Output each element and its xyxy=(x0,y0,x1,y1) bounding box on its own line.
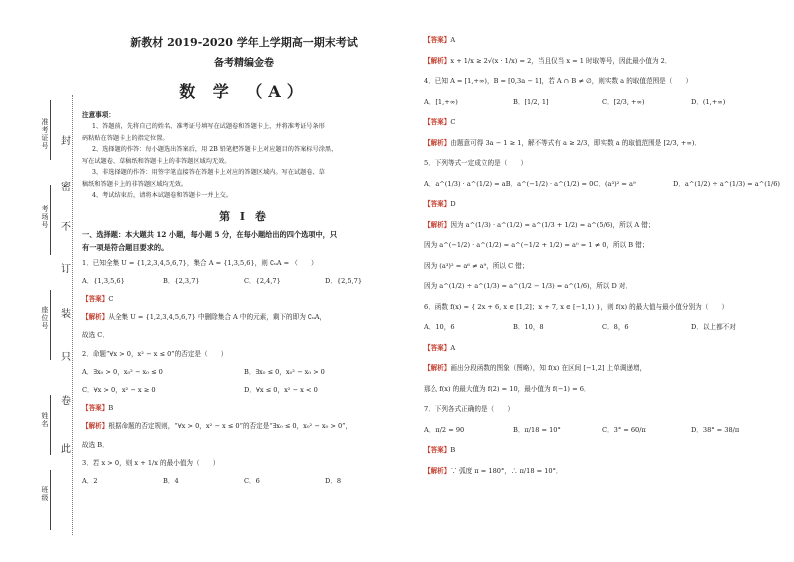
question-line xyxy=(424,256,780,277)
cut-line xyxy=(72,95,74,535)
line-text: 画出分段函数的图象（图略），知 f(x) 在区间 [−1,2] 上单调递增， xyxy=(450,364,647,372)
option-row xyxy=(82,363,406,381)
line-text: C xyxy=(108,294,114,303)
question-line xyxy=(424,399,780,420)
line-text: 从全集 U = {1,2,3,4,5,6,7} 中删除集合 A 中的元素，剩下的即为 ∁ᵤA， xyxy=(108,313,327,322)
answer-tag: 【解析】 xyxy=(424,364,451,372)
seal-char: 只 xyxy=(61,352,71,363)
answer-line xyxy=(82,290,406,308)
note-line: 码粘贴在答题卡上的指定位置。 xyxy=(82,134,169,142)
line-text: B xyxy=(450,446,456,454)
option-choice: B．{2,3,7} xyxy=(163,276,200,285)
line-text: 1．已知全集 U = {1,2,3,4,5,6,7}，集合 A = {1,3,5,6}，则 ∁ᵤA = （ ） xyxy=(82,258,318,267)
line-text: 因为 (a³)² = a⁶ ≠ a⁹，所以 C 错； xyxy=(424,261,529,270)
option-choice: A．10，6 xyxy=(424,323,455,331)
line-text: A xyxy=(450,36,456,44)
seal-char: 此 xyxy=(61,444,71,455)
question-line xyxy=(82,326,406,344)
answer-line xyxy=(424,112,780,133)
binding-label: 姓名 xyxy=(41,412,49,428)
binding-margin xyxy=(0,0,82,562)
option-choice: C．(a³)² = a⁹ xyxy=(593,179,636,188)
option-choice: B．a^(−1/2) · a^(1/2) = 0 xyxy=(505,179,594,188)
line-text: 因为 a^(−1/2) · a^(1/2) = a^(−1/2 + 1/2) = a⁰ = 1 ≠ 0，所以 B 错； xyxy=(424,241,649,249)
answer-tag: 【答案】 xyxy=(424,36,451,44)
question-line xyxy=(82,345,406,363)
right-column xyxy=(424,30,780,481)
line-text: 7．下列各式正确的是（ ） xyxy=(424,405,514,413)
option-row xyxy=(424,420,780,441)
fill-line xyxy=(50,185,52,255)
question-line xyxy=(82,436,406,454)
answer-line xyxy=(424,358,780,379)
answer-line xyxy=(424,194,780,215)
line-text: 因为 a^(1/3) · a^(1/2) = a^(1/3 + 1/2) = a^(5/6)，所以 A 错； xyxy=(450,220,655,229)
question-line xyxy=(424,297,780,318)
binding-label: 准考证号 xyxy=(41,118,49,150)
option-choice: D．{2,5,7} xyxy=(325,276,363,285)
answer-line xyxy=(424,51,780,72)
seal-char: 密 xyxy=(61,182,71,193)
answer-line xyxy=(424,133,780,154)
fill-line xyxy=(50,290,52,360)
option-choice: A．[1,+∞) xyxy=(424,97,458,106)
fill-line xyxy=(50,470,52,530)
binding-label: 班级 xyxy=(41,486,49,502)
notes-heading: 注意事项： xyxy=(82,111,115,119)
line-text: 2．命题“∀x > 0，x² − x ≤ 0”的否定是（ ） xyxy=(82,349,228,358)
answer-line xyxy=(424,440,780,461)
option-choice: B．[1/2, 1] xyxy=(513,97,549,106)
line-text: 那么 f(x) 的最大值为 f(2) = 10，最小值为 f(−1) = 6． xyxy=(424,384,591,393)
answer-tag: 【答案】 xyxy=(424,446,451,454)
seal-char: 订 xyxy=(61,264,71,275)
option-choice: C．6 xyxy=(244,476,260,485)
answer-tag: 【解析】 xyxy=(82,422,109,431)
option-choice: A．2 xyxy=(82,476,98,485)
answer-tag: 【答案】 xyxy=(424,118,451,126)
exam-subtitle: 备考精编金卷 xyxy=(214,58,274,69)
option-choice: D．∀x ≤ 0，x² − x < 0 xyxy=(244,385,318,394)
line-text: D xyxy=(450,200,456,208)
subject-title: 数 学 （A） xyxy=(179,82,309,101)
option-row xyxy=(82,272,406,290)
question-line xyxy=(424,153,780,174)
answer-tag: 【解析】 xyxy=(424,466,451,475)
option-choice: B．π/18 = 10° xyxy=(513,425,561,434)
option-row xyxy=(424,317,780,338)
answer-line xyxy=(82,399,406,417)
answer-line xyxy=(424,338,780,359)
option-choice: C．8，6 xyxy=(602,323,629,331)
option-choice: A．π/2 = 90 xyxy=(424,425,465,434)
question-line xyxy=(424,379,780,400)
option-choice: B．4 xyxy=(163,476,179,485)
seal-char: 装 xyxy=(61,309,71,320)
option-choice: D．以上都不对 xyxy=(691,323,736,331)
question-list xyxy=(82,254,406,491)
line-text: 6．函数 f(x) = { 2x + 6, x ∈ [1,2]；x + 7, x ∈ [−1,1) }，则 f(x) 的最大值与最小值分别为（ ） xyxy=(424,302,729,311)
line-text: 3．若 x > 0，则 x + 1/x 的最小值为（ ） xyxy=(82,458,220,467)
question-line xyxy=(424,235,780,256)
line-text: 4．已知 A = [1,+∞)，B = [0,3a − 1]，若 A ∩ B ≠ ∅，则实数 a 的取值范围是（ ） xyxy=(424,77,693,85)
question-line xyxy=(424,71,780,92)
option-row xyxy=(424,174,780,195)
binding-label: 考场号 xyxy=(41,205,49,229)
answer-line xyxy=(424,30,780,51)
answer-tag: 【答案】 xyxy=(82,404,109,413)
binding-label: 座位号 xyxy=(41,306,49,330)
line-text: 由题意可得 3a − 1 ≥ 1，解不等式有 a ≥ 2/3，即实数 a 的取值范围是 [2/3, +∞)． xyxy=(450,138,702,147)
line-text: C xyxy=(450,118,456,126)
note-line: 写在试题卷、草稿纸和答题卡上的非答题区域均无效。 xyxy=(82,157,231,165)
line-text: 故选 C． xyxy=(82,331,109,340)
line-text: x + 1/x ≥ 2√(x · 1/x) = 2，当且仅当 x = 1 时取等号，因此最小值为 2． xyxy=(450,56,672,65)
option-choice: B．10，8 xyxy=(513,323,544,331)
question-list xyxy=(424,30,780,481)
note-line: 1、答题前，先将自己的姓名、准考证号填写在试题卷和答题卡上，并将准考证号条形 xyxy=(92,123,325,130)
note-line: 3、非选择题的作答：用签字笔直接答在答题卡上对应的答题区域内。写在试题卷、草 xyxy=(92,169,325,176)
option-choice: D．(1,+∞) xyxy=(691,97,726,106)
seal-char: 卷 xyxy=(61,396,71,407)
line-text: 5．下列等式一定成立的是（ ） xyxy=(424,159,528,167)
option-choice: B．∃x₀ ≤ 0，x₀² − x₀ > 0 xyxy=(244,367,325,376)
option-choice: C．[2/3, +∞) xyxy=(602,97,645,106)
line-text: 因为 a^(1/2) ÷ a^(1/3) = a^(1/2 − 1/3) = a^(1/6)，所以 D 对． xyxy=(424,282,633,290)
answer-tag: 【解析】 xyxy=(424,56,451,65)
question-line xyxy=(82,254,406,272)
section-title: 第 Ⅰ 卷 xyxy=(219,209,269,223)
line-text: ∵ 弧度 π = 180°，∴ π/18 = 10°． xyxy=(450,466,563,475)
answer-tag: 【答案】 xyxy=(424,200,451,208)
answer-line xyxy=(424,461,780,482)
line-text: A xyxy=(450,343,456,352)
note-line: 4、考试结束后，请将本试题卷和答题卡一并上交。 xyxy=(92,192,233,199)
answer-line xyxy=(424,215,780,236)
option-choice: D．a^(1/2) ÷ a^(1/3) = a^(1/6) xyxy=(673,179,780,188)
fill-line xyxy=(50,100,52,160)
question-line xyxy=(82,454,406,472)
seal-char: 不 xyxy=(61,222,71,233)
option-row xyxy=(424,92,780,113)
answer-line xyxy=(82,308,406,326)
answer-tag: 【解析】 xyxy=(424,138,451,147)
answer-line xyxy=(82,417,406,435)
fill-line xyxy=(50,395,52,455)
option-choice: A．∃x₀ > 0，x₀² − x₀ ≤ 0 xyxy=(82,367,163,376)
left-column xyxy=(82,34,406,490)
answer-tag: 【解析】 xyxy=(424,220,451,229)
section-intro: 一、选择题：本大题共 12 小题，每小题 5 分，在每小题给出的四个选项中，只 xyxy=(82,229,338,239)
option-choice: A．a^(1/3) · a^(1/2) = a xyxy=(424,179,506,188)
exam-title: 新教材 2019-2020 学年上学期高一期末考试 xyxy=(130,36,358,49)
section-intro: 有一项是符合题目要求的。 xyxy=(82,242,169,252)
option-choice: C．∀x > 0，x² − x ≥ 0 xyxy=(82,385,156,394)
note-line: 2、选择题的作答：每小题选出答案后，用 2B 铅笔把答题卡上对应题目的答案标号涂黑， xyxy=(92,146,338,153)
line-text: 根据命题的否定规则，“∀x > 0，x² − x ≤ 0”的否定是“∃x₀ ≤ 0，x₀² − x₀ > 0”， xyxy=(108,422,353,431)
answer-tag: 【解析】 xyxy=(82,313,109,322)
line-text: 故选 B． xyxy=(82,440,109,449)
option-choice: D．38° = 38/π xyxy=(691,425,740,434)
question-line xyxy=(424,276,780,297)
note-line: 稿纸和答题卡上的非答题区域均无效。 xyxy=(82,180,188,188)
option-choice: C．3° = 60/π xyxy=(602,425,646,434)
option-choice: A．{1,3,5,6} xyxy=(82,276,125,285)
option-row xyxy=(82,381,406,399)
answer-tag: 【答案】 xyxy=(424,343,451,352)
option-row xyxy=(82,472,406,490)
option-choice: C．{2,4,7} xyxy=(244,276,281,285)
option-choice: D．8 xyxy=(325,476,342,485)
answer-tag: 【答案】 xyxy=(82,294,109,303)
line-text: B xyxy=(108,404,114,413)
seal-char: 封 xyxy=(61,136,71,147)
